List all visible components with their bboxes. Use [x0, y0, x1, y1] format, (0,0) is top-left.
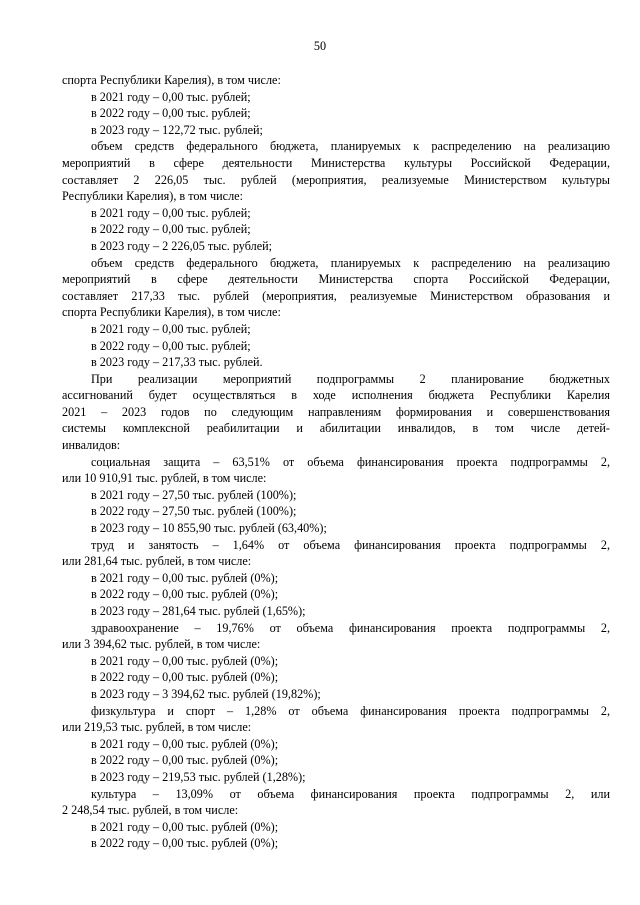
text-line: в 2021 году – 0,00 тыс. рублей (0%); [91, 570, 279, 585]
text-line: в 2021 году – 0,00 тыс. рублей (0%); [91, 736, 279, 751]
text-line: культура – 13,09% от объема финансирования проекта подпрограммы 2, или [91, 786, 610, 801]
text-line: в 2021 году – 0,00 тыс. рублей; [91, 205, 251, 220]
text-line: физкультура и спорт – 1,28% от объема финансирования проекта подпрограммы 2, [91, 703, 610, 718]
text-line: в 2023 году – 219,53 тыс. рублей (1,28%); [91, 769, 306, 784]
text-line: социальная защита – 63,51% от объема финансирования проекта подпрограммы 2, [91, 454, 610, 469]
text-line: в 2023 году – 2 226,05 тыс. рублей; [91, 238, 273, 253]
text-line: в 2022 году – 0,00 тыс. рублей; [91, 222, 251, 237]
text-line: в 2022 году – 0,00 тыс. рублей; [91, 338, 251, 353]
text-line: или 10 910,91 тыс. рублей, в том числе: [62, 471, 267, 486]
text-line: в 2021 году – 0,00 тыс. рублей (0%); [91, 819, 279, 834]
text-line: в 2023 году – 10 855,90 тыс. рублей (63,40%); [91, 521, 327, 536]
text-line: в 2023 году – 281,64 тыс. рублей (1,65%); [91, 604, 306, 618]
text-line: мероприятий в сфере деятельности Министерства спорта Российской Федерации, [62, 272, 610, 287]
text-line: здравоохранение – 19,76% от объема финансирования проекта подпрограммы 2, [91, 620, 610, 635]
text-line: в 2021 году – 0,00 тыс. рублей; [91, 321, 251, 336]
text-line: При реализации мероприятий подпрограммы 2 планирование бюджетных [91, 371, 610, 386]
document-body [62, 72, 610, 852]
text-line: в 2022 году – 0,00 тыс. рублей (0%); [91, 753, 279, 768]
text-line: 2021 – 2023 годов по следующим направлениям формирования и совершенствования [62, 404, 610, 419]
text-line: в 2023 году – 217,33 тыс. рублей. [91, 355, 263, 370]
text-line: системы комплексной реабилитации и абилитации инвалидов, в том числе детей- [62, 421, 610, 436]
text-line: в 2022 году – 0,00 тыс. рублей (0%); [91, 587, 279, 602]
text-line: в 2022 году – 0,00 тыс. рублей (0%); [91, 670, 279, 685]
text-line: в 2021 году – 27,50 тыс. рублей (100%); [91, 487, 297, 502]
text-line: в 2022 году – 0,00 тыс. рублей; [91, 106, 251, 121]
text-line: в 2022 году – 0,00 тыс. рублей (0%); [91, 836, 279, 851]
text-line: в 2021 году – 0,00 тыс. рублей (0%); [91, 653, 279, 668]
text-line: труд и занятость – 1,64% от объема финансирования проекта подпрограммы 2, [91, 537, 610, 552]
text-line: объем средств федерального бюджета, планируемых к распределению на реализацию [91, 255, 610, 270]
text-line: объем средств федерального бюджета, планируемых к распределению на реализацию [91, 139, 610, 154]
text-line: составляет 2 226,05 тыс. рублей (мероприятия, реализуемые Министерством культуры [62, 172, 610, 187]
text-line: ассигнований будет осуществляться в ходе исполнения бюджета Республики Карелия [62, 388, 610, 403]
text-line: Республики Карелия), в том числе: [62, 189, 243, 204]
text-line: в 2022 году – 27,50 тыс. рублей (100%); [91, 504, 297, 519]
text-line: в 2023 году – 122,72 тыс. рублей; [91, 122, 263, 137]
text-line: или 3 394,62 тыс. рублей, в том числе: [62, 637, 261, 652]
text-line: 2 248,54 тыс. рублей, в том числе: [62, 803, 239, 818]
text-line: инвалидов: [62, 438, 121, 453]
text-line: мероприятий в сфере деятельности Министерства культуры Российской Федерации, [62, 155, 610, 170]
text-line: спорта Республики Карелия), в том числе: [62, 73, 281, 87]
page-number: 50 [313, 39, 327, 53]
text-line: в 2023 году – 3 394,62 тыс. рублей (19,82%); [91, 686, 321, 701]
text-line: или 219,53 тыс. рублей, в том числе: [62, 720, 252, 735]
text-line: или 281,64 тыс. рублей, в том числе: [62, 554, 252, 569]
text-line: спорта Республики Карелия), в том числе: [62, 305, 281, 320]
text-line: в 2021 году – 0,00 тыс. рублей; [91, 89, 251, 104]
text-line: составляет 217,33 тыс. рублей (мероприятия, реализуемые Министерством образования и [62, 288, 610, 303]
